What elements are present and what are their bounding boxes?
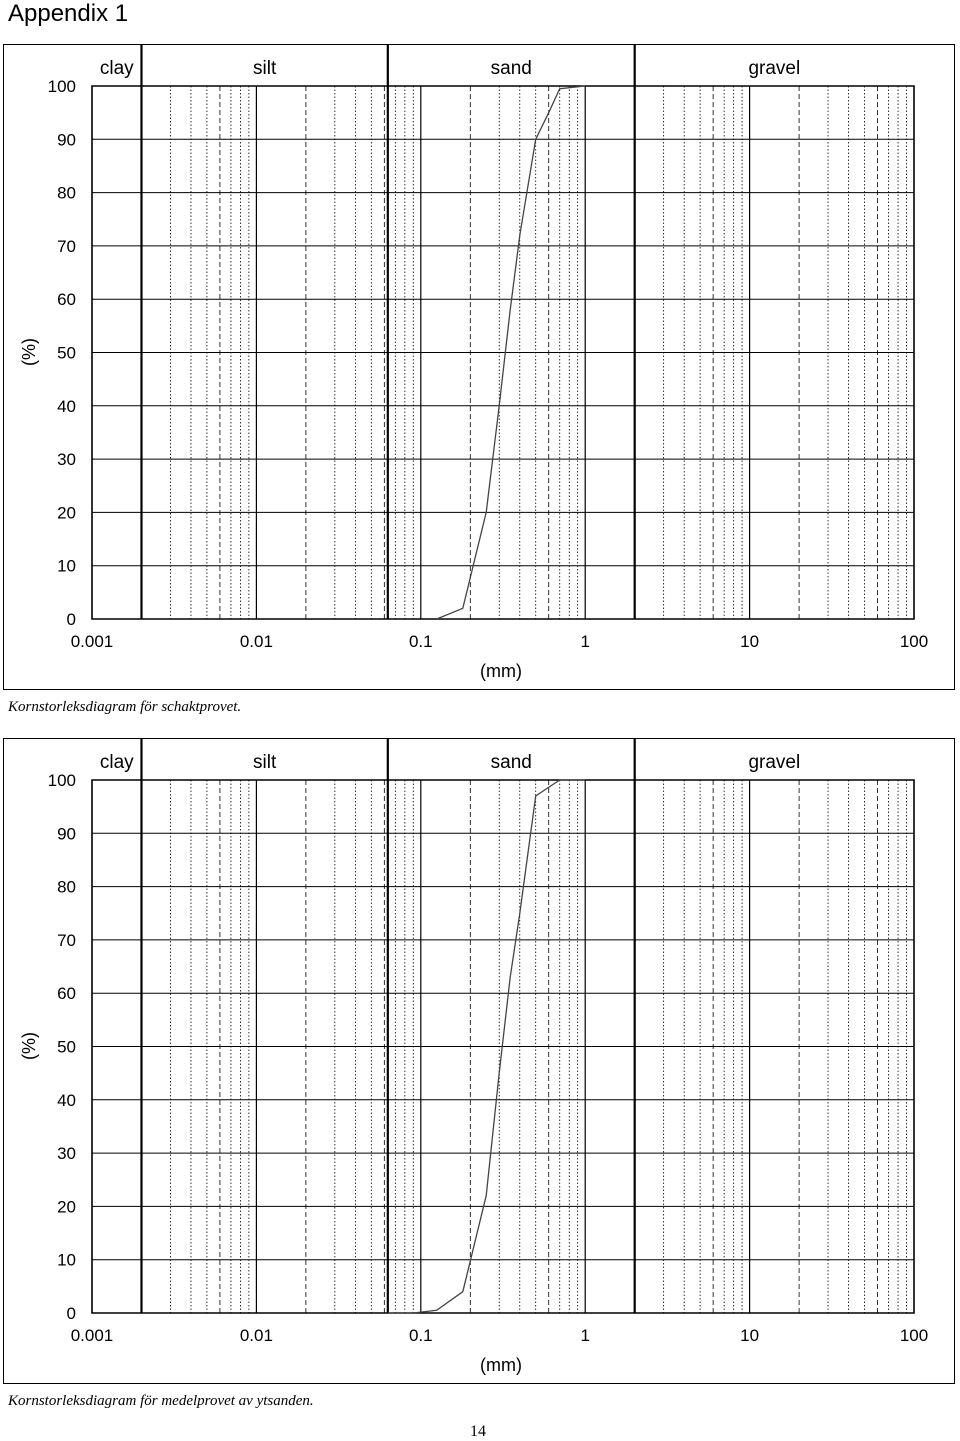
y-tick-label: 50 (57, 1037, 76, 1057)
x-tick-label: 0.01 (239, 1326, 273, 1345)
y-tick-label: 90 (57, 130, 76, 150)
y-tick-label: 20 (57, 1197, 76, 1217)
y-tick-label: 30 (57, 450, 76, 470)
y-tick-label: 20 (57, 503, 76, 523)
zone-label: clay (99, 752, 134, 773)
chart-svg (4, 739, 956, 1385)
grain-size-chart-1 (3, 44, 955, 690)
y-tick-label: 50 (57, 343, 76, 363)
x-tick-label: 0.1 (408, 1326, 433, 1345)
y-tick-label: 0 (66, 1304, 76, 1323)
y-tick-label: 100 (47, 771, 76, 790)
y-tick-label: 30 (57, 1144, 76, 1164)
x-tick-label: 1 (580, 632, 590, 651)
x-axis-label: (mm) (480, 661, 522, 681)
zone-label: gravel (748, 752, 801, 773)
y-tick-label: 70 (57, 930, 76, 950)
page-heading: Appendix 1 (8, 0, 129, 27)
grain-size-chart-2 (3, 738, 955, 1384)
y-axis-label: (%) (19, 338, 39, 366)
zone-label: gravel (748, 58, 801, 79)
x-tick-label: 0.001 (70, 1326, 114, 1345)
y-tick-label: 80 (57, 183, 76, 203)
y-tick-label: 40 (57, 1090, 76, 1110)
x-tick-label: 100 (899, 632, 929, 651)
zone-label: silt (253, 752, 277, 773)
x-tick-label: 0.01 (239, 632, 273, 651)
y-tick-label: 60 (57, 984, 76, 1004)
page-number: 14 (470, 1423, 486, 1440)
chart-svg (4, 45, 956, 691)
x-tick-label: 100 (899, 1326, 929, 1345)
y-tick-label: 100 (47, 77, 76, 96)
x-tick-label: 10 (740, 1326, 760, 1345)
zone-label: sand (490, 58, 532, 79)
y-tick-label: 10 (57, 556, 76, 576)
y-tick-label: 80 (57, 877, 76, 897)
x-tick-label: 0.001 (70, 632, 114, 651)
x-tick-label: 10 (740, 632, 760, 651)
zone-label: silt (253, 58, 277, 79)
y-tick-label: 90 (57, 824, 76, 844)
y-tick-label: 0 (66, 610, 76, 629)
y-tick-label: 40 (57, 396, 76, 416)
chart-caption-1: Kornstorleksdiagram för schaktprovet. (8, 699, 242, 715)
y-tick-label: 10 (57, 1250, 76, 1270)
x-tick-label: 1 (580, 1326, 590, 1345)
chart-caption-2: Kornstorleksdiagram för medelprovet av ytsanden. (8, 1393, 314, 1409)
zone-label: sand (490, 752, 532, 773)
y-tick-label: 60 (57, 290, 76, 310)
y-axis-label: (%) (19, 1032, 39, 1060)
x-tick-label: 0.1 (408, 632, 433, 651)
y-tick-label: 70 (57, 236, 76, 256)
x-axis-label: (mm) (480, 1355, 522, 1375)
zone-label: clay (99, 58, 134, 79)
